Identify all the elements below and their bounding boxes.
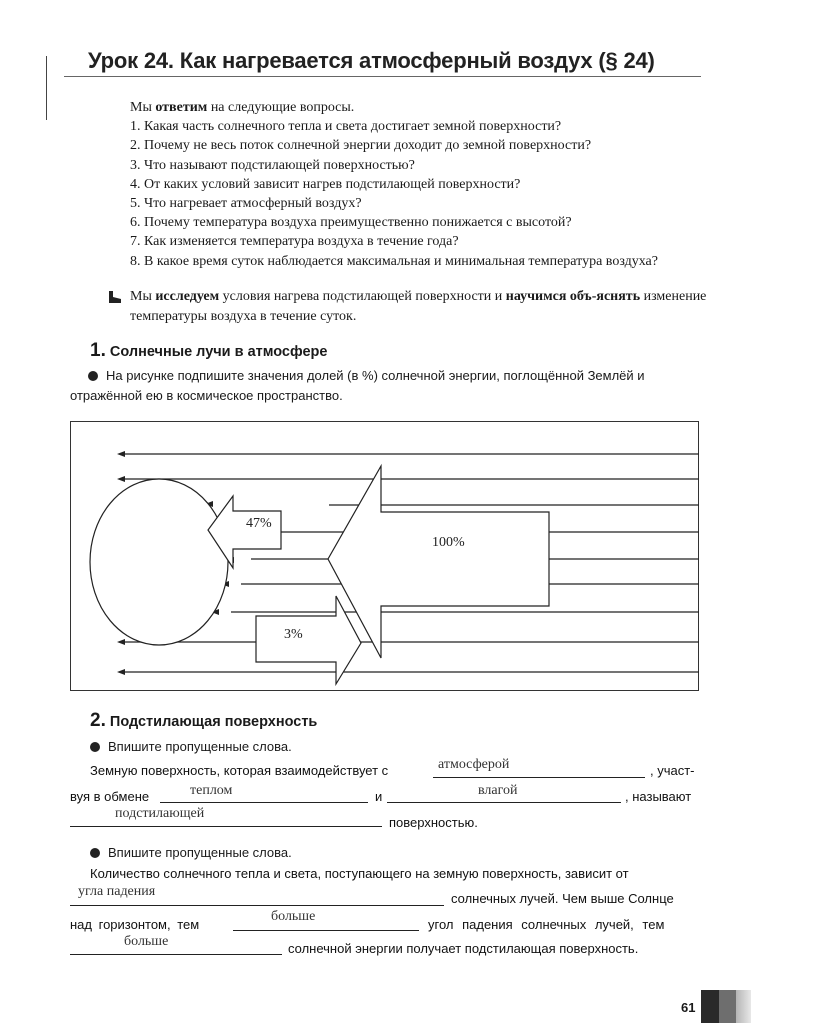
page-tab-marker [701,990,719,1023]
para2-text-1: Количество солнечного тепла и света, поступающего на земную поверхность, зависит от [90,866,629,881]
section-1-task: На рисунке подпишите значения долей (в %) солнечной энергии, поглощённой Землёй и отражённой ею в космическое пространство. [70,368,645,403]
section-2-title: 2. Подстилающая поверхность [90,710,318,731]
page-tab-marker [736,990,751,1023]
absorbed-energy-label: 47% [246,516,272,531]
intro-block [130,98,710,271]
incoming-energy-label: 100% [432,535,465,550]
question-2: 2. Почему не весь поток солнечной энергии доходит до земной поверхности? [130,138,592,154]
page-number: 61 [681,1000,696,1015]
page-tab-marker [719,990,736,1023]
reflected-energy-label: 3% [284,627,303,642]
section-2-task-2: Впишите пропущенные слова. [90,843,292,863]
answer-underlying: подстилающей [115,806,205,821]
para2-text-5: солнечной энергии получает подстилающая поверхность. [288,941,639,956]
question-5: 5. Что нагревает атмосферный воздух? [130,196,362,212]
para1-text-6: поверхностью. [389,815,478,830]
solar-rays-diagram [71,422,700,692]
bullet-dot-icon [90,742,100,752]
section-2-task-1: Впишите пропущенные слова. [90,737,292,757]
answer-greater-2: больше [124,934,169,949]
para2-text-4: угол падения солнечных лучей, тем [428,917,665,932]
answer-moisture: влагой [478,783,518,798]
question-1: 1. Какая часть солнечного тепла и света достигает земной поверхности? [130,119,562,135]
answer-heat: теплом [190,783,233,798]
section-1-title: 1. Солнечные лучи в атмосфере [90,340,328,361]
answer-angle: угла падения [78,884,156,899]
boot-pointer-icon [108,290,122,304]
solar-energy-figure [70,421,699,691]
question-3: 3. Что называют подстилающей поверхностью? [130,157,415,173]
para1-text-2: , участ- [650,763,695,778]
answer-greater-1: больше [271,909,316,924]
intro-lead: Мы ответим на следующие вопросы. [130,100,355,115]
page-title: Урок 24. Как нагревается атмосферный воздух (§ 24) [88,48,655,73]
answer-atmosphere: атмосферой [438,757,510,772]
title-underline [64,76,701,77]
bullet-dot-icon [90,848,100,858]
learning-goal: Мы исследуем условия нагрева подстилающей поверхности и научимся объ-яснять изменение температуры воздуха в течение суток. [108,287,708,327]
para1-text-1: Земную поверхность, которая взаимодействует с [90,763,389,778]
question-6: 6. Почему температура воздуха преимущественно понижается с высотой? [130,215,572,231]
answer-field-greater-1[interactable] [233,914,419,931]
bullet-dot-icon [88,371,98,381]
question-4: 4. От каких условий зависит нагрев подстилающей поверхности? [130,176,521,192]
para1-text-3: вуя в обмене [70,789,150,804]
margin-rule [46,56,47,120]
question-8: 8. В какое время суток наблюдается максимальная и минимальная температура воздуха? [130,253,658,269]
question-7: 7. Как изменяется температура воздуха в течение года? [130,234,459,250]
para2-text-3: над горизонтом, тем [70,917,200,932]
answer-field-greater-2[interactable] [70,938,282,955]
para1-text-4: и [375,789,383,804]
para1-text-5: , называют [625,789,692,804]
para2-text-2: солнечных лучей. Чем выше Солнце [451,891,674,906]
